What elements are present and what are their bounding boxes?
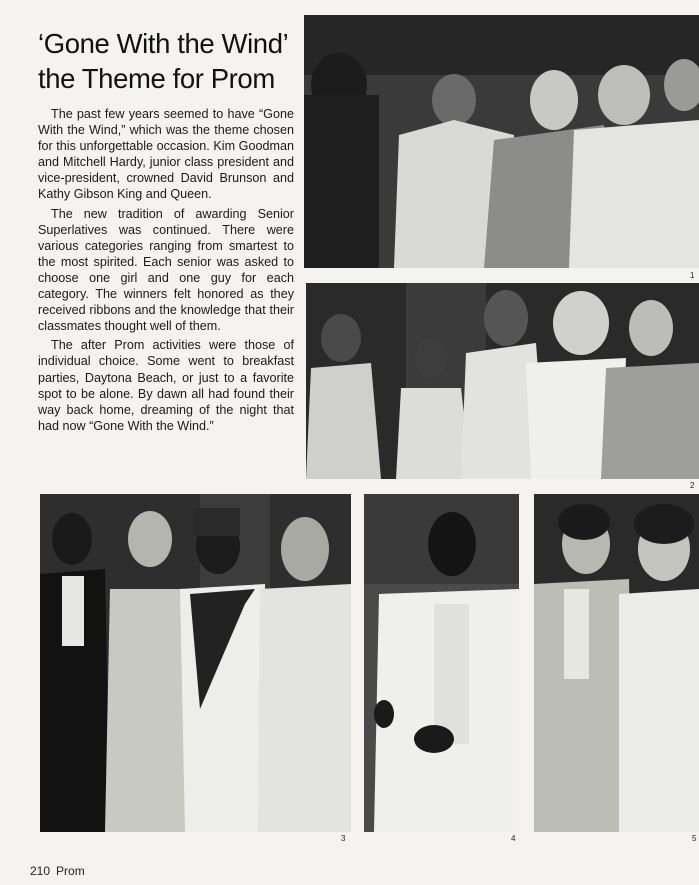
king-and-queen-court-photo	[40, 494, 351, 832]
article-paragraph: The new tradition of awarding Senior Superlatives was continued. There were various categories ranging from smartest to the most spirited. Each senior was asked to choose one girl and one guy for each category. The winners felt honored as they received ribbons and the knowledge that their classmates thought well of them.	[38, 206, 294, 334]
photo-number-5: 5	[692, 834, 697, 843]
photo-number-2: 2	[690, 481, 695, 490]
man-white-tuxedo-photo	[364, 494, 519, 832]
section-name: Prom	[56, 864, 85, 878]
article-paragraph: The after Prom activities were those of individual choice. Some went to breakfast parties, Daytona Beach, or just to a favorite spot to be alone. By dawn all had found their way back home, dreaming of the night that had now “Gone With the Wind.”	[38, 338, 294, 433]
prom-couple-photo	[534, 494, 699, 832]
article-paragraph: The past few years seemed to have “Gone With the Wind,” which was the theme chosen for this unforgettable occasion. Kim Goodman and Mitchell Hardy, junior class president and vice-president, crowned David Brunson and Kathy Gibson King and Queen.	[38, 107, 294, 202]
folio	[30, 864, 85, 878]
photo-number-1: 1	[690, 271, 695, 280]
page-number: 210	[30, 864, 51, 878]
photo-number-4: 4	[511, 834, 516, 843]
article-body	[38, 106, 294, 437]
headline	[38, 26, 300, 96]
headline-line-1: ‘Gone With the Wind’	[38, 28, 289, 59]
couples-dancing-photo	[304, 15, 699, 268]
prom-guests-photo	[306, 283, 699, 479]
headline-line-2: the Theme for Prom	[38, 63, 275, 94]
photo-number-3: 3	[341, 834, 346, 843]
